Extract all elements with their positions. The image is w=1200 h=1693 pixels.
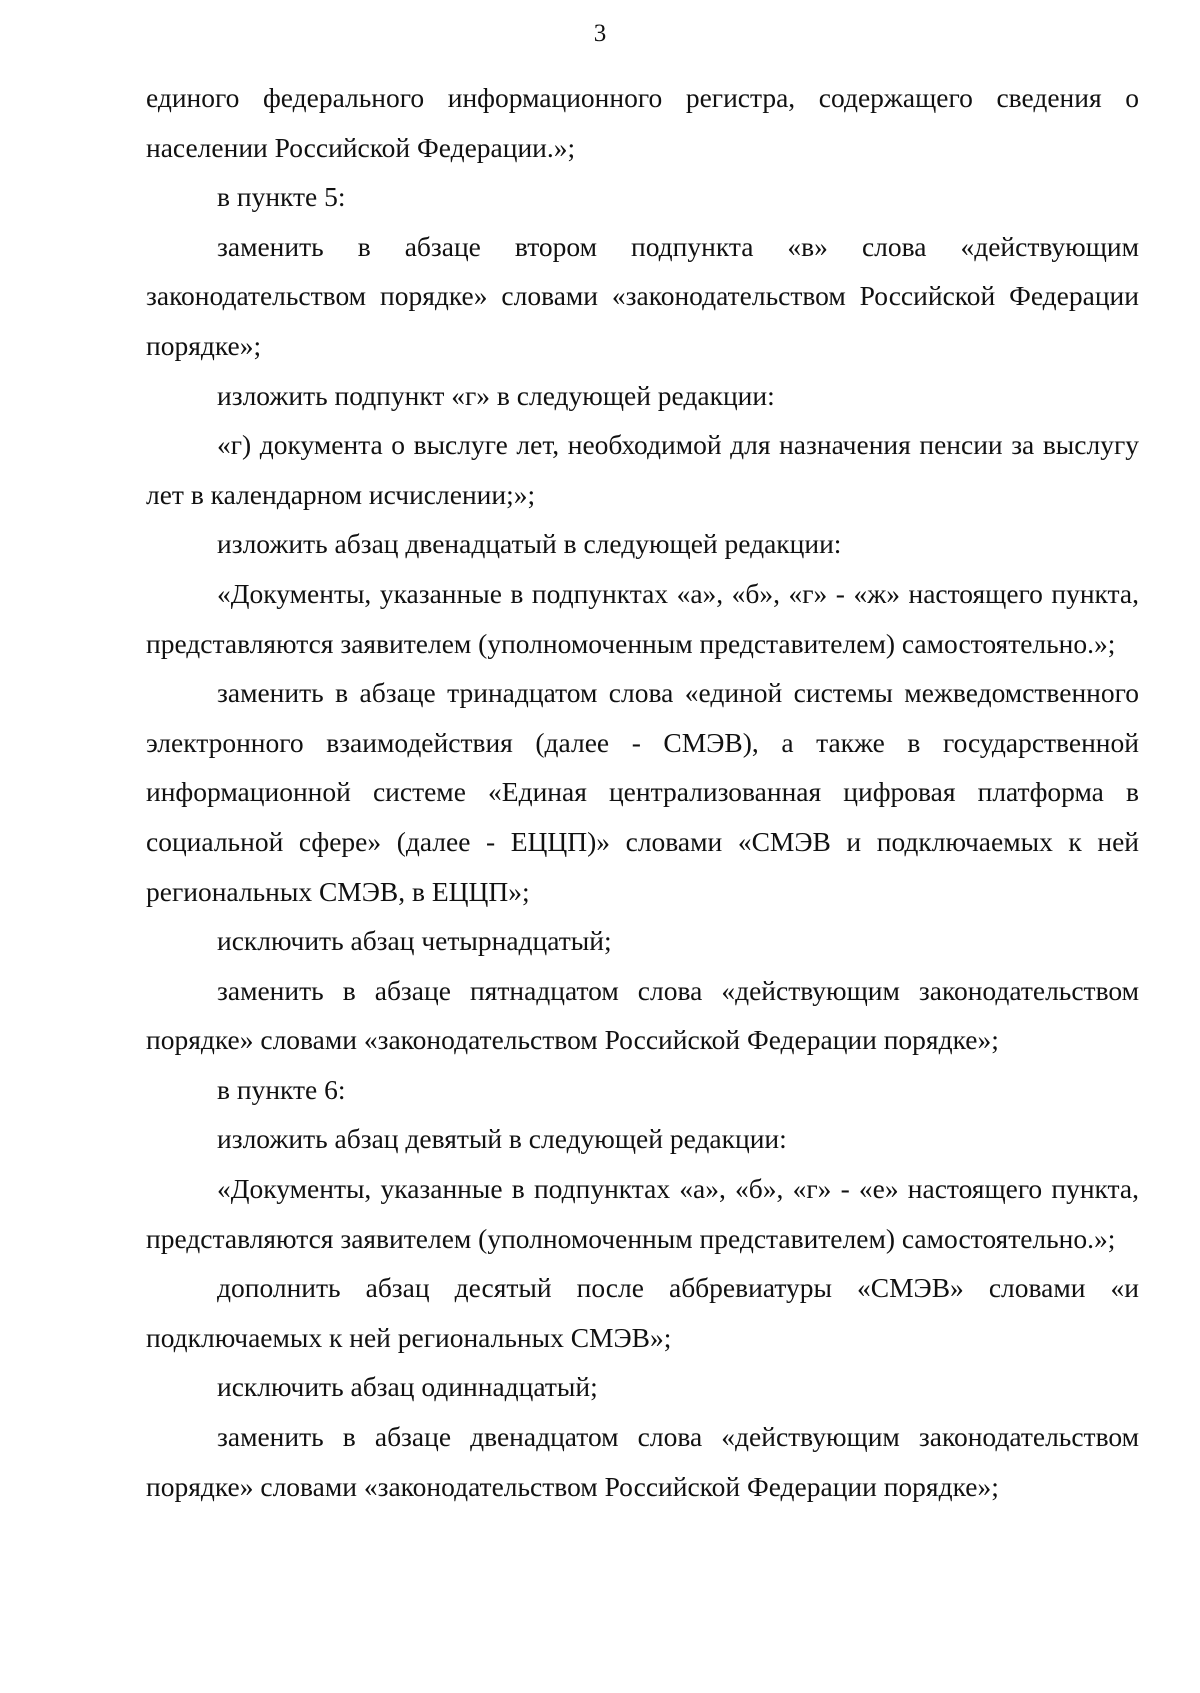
paragraph-replace-subpoint-v: заменить в абзаце втором подпункта «в» слова «действующим законодательством порядке» словами «законодательством Российской Федерации порядке»; bbox=[146, 230, 1139, 361]
paragraph-subpoint-g-text: «г) документа о выслуге лет, необходимой для назначения пенсии за выслугу лет в календарном исчислении;»; bbox=[146, 429, 1139, 510]
paragraph-point-5-heading: в пункте 5: bbox=[217, 181, 346, 213]
paragraph-point-6-heading: в пункте 6: bbox=[217, 1073, 346, 1105]
paragraph-restate-ninth: изложить абзац девятый в следующей редакции: bbox=[217, 1123, 787, 1155]
paragraph-documents-a-e: «Документы, указанные в подпунктах «а», «б», «г» - «е» настоящего пункта, представляются заявителем (уполномоченным представителем) самостоятельно.»; bbox=[146, 1173, 1139, 1254]
paragraph-replace-thirteenth: заменить в абзаце тринадцатом слова «единой системы межведомственного электронного взаимодействия (далее - СМЭВ), а также в государственной информационной системе «Единая централизованная цифровая платформа в социальной сфере» (далее - ЕЦЦП)» словами «СМЭВ и подключаемых к ней региональных СМЭВ, в ЕЦЦП»; bbox=[146, 677, 1139, 907]
paragraph-registry-continuation: единого федерального информационного регистра, содержащего сведения о населении Российской Федерации.»; bbox=[146, 82, 1139, 163]
paragraph-supplement-tenth: дополнить абзац десятый после аббревиатуры «СМЭВ» словами «и подключаемых к ней региональных СМЭВ»; bbox=[146, 1272, 1139, 1353]
document-body bbox=[146, 73, 1139, 1511]
paragraph-restate-subpoint-g: изложить подпункт «г» в следующей редакции: bbox=[217, 379, 775, 411]
paragraph-restate-twelfth: изложить абзац двенадцатый в следующей редакции: bbox=[217, 528, 842, 560]
paragraph-exclude-fourteenth: исключить абзац четырнадцатый; bbox=[217, 925, 612, 957]
paragraph-exclude-eleventh: исключить абзац одиннадцатый; bbox=[217, 1371, 598, 1403]
paragraph-replace-fifteenth: заменить в абзаце пятнадцатом слова «действующим законодательством порядке» словами «законодательством Российской Федерации порядке»; bbox=[146, 974, 1139, 1056]
page-number: 3 bbox=[593, 20, 607, 47]
paragraph-replace-twelfth: заменить в абзаце двенадцатом слова «действующим законодательством порядке» словами «законодательством Российской Федерации порядке»; bbox=[146, 1421, 1139, 1502]
paragraph-documents-a-zh: «Документы, указанные в подпунктах «а», «б», «г» - «ж» настоящего пункта, представляются заявителем (уполномоченным представителем) самостоятельно.»; bbox=[146, 577, 1139, 659]
